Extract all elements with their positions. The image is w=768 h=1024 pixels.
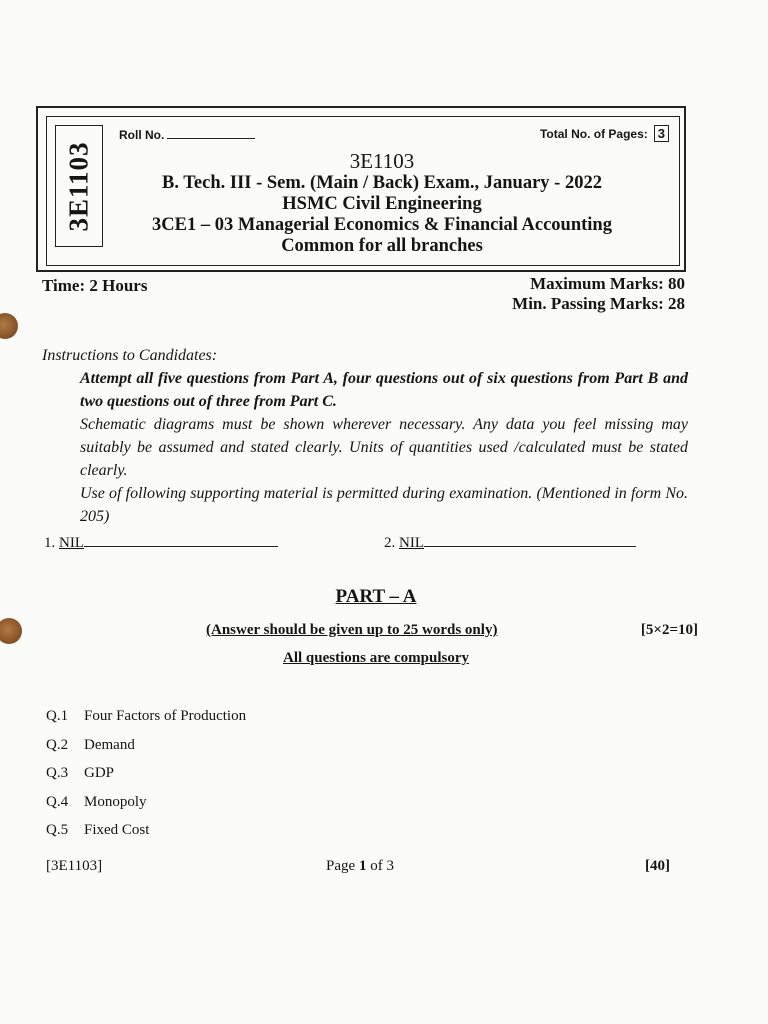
material-num: 1. <box>44 535 56 551</box>
compulsory-note: All questions are compulsory <box>283 650 469 666</box>
question-number: Q.3 <box>46 765 69 781</box>
instruction-schematic: Schematic diagrams must be shown wherever necessary. Any data you feel missing may suitably be assumed and stated clearly. Units of quantities used /calculated must be stated clearly. <box>80 416 688 479</box>
question-text: Monopoly <box>84 793 147 810</box>
roll-label: Roll No. <box>119 128 165 142</box>
common-line: Common for all branches <box>281 236 483 256</box>
instruction-material: Use of following supporting material is permitted during examination. (Mentioned in form No. 205) <box>80 485 688 525</box>
material-blank-line <box>424 534 636 547</box>
total-pages <box>540 125 669 142</box>
punch-hole-bottom <box>0 618 22 644</box>
material-value: NIL <box>399 535 424 551</box>
paper-code: 3E1103 <box>349 149 415 173</box>
exam-line: B. Tech. III - Sem. (Main / Back) Exam., January - 2022 <box>162 173 602 193</box>
header-inner-box <box>46 116 680 266</box>
question-item <box>46 735 246 764</box>
question-item <box>46 763 246 792</box>
material-item-2 <box>384 534 636 552</box>
maximum-marks: Maximum Marks: 80 <box>530 274 685 293</box>
exam-title-block <box>117 149 647 257</box>
side-code-text: 3E1103 <box>63 140 94 232</box>
page-label-post: of 3 <box>366 858 394 874</box>
instruction-attempt: Attempt all five questions from Part A, four questions out of six questions from Part B and two questions out of three from Part C. <box>80 370 688 410</box>
question-item <box>46 820 246 849</box>
material-blank-line <box>84 534 278 547</box>
min-passing-marks: Min. Passing Marks: 28 <box>512 294 685 313</box>
roll-number-field <box>119 128 255 142</box>
roll-blank-line <box>167 138 255 139</box>
question-item <box>46 706 246 735</box>
instructions-heading: Instructions to Candidates: <box>42 347 218 364</box>
material-num: 2. <box>384 535 396 551</box>
question-text: Fixed Cost <box>84 822 150 838</box>
subject-line: 3CE1 – 03 Managerial Economics & Financial Accounting <box>152 215 612 235</box>
instructions <box>42 344 688 528</box>
footer-total: [40] <box>645 858 670 874</box>
page-label-pre: Page <box>326 858 359 874</box>
answer-length-note: (Answer should be given up to 25 words only) <box>206 622 498 638</box>
header-box <box>36 106 686 272</box>
side-paper-code <box>55 125 103 247</box>
branch-line: HSMC Civil Engineering <box>282 194 482 214</box>
total-pages-value: 3 <box>654 125 669 142</box>
question-number: Q.2 <box>46 736 69 753</box>
question-text: GDP <box>84 765 115 781</box>
material-item-1 <box>44 534 278 552</box>
exam-time: Time: 2 Hours <box>42 276 148 295</box>
part-a-marks: [5×2=10] <box>640 622 698 638</box>
page-indicator <box>0 858 720 875</box>
question-text: Four Factors of Production <box>84 708 247 724</box>
marks-block <box>512 274 685 314</box>
part-a-title: PART – A <box>335 586 417 607</box>
material-value: NIL <box>59 535 84 551</box>
question-item <box>46 792 246 821</box>
question-list <box>46 706 246 849</box>
question-number: Q.5 <box>46 822 69 838</box>
punch-hole-top <box>0 313 18 339</box>
total-pages-label: Total No. of Pages: <box>539 127 648 141</box>
question-number: Q.1 <box>46 708 69 724</box>
question-number: Q.4 <box>46 793 69 810</box>
footer-paper-code: [3E1103] <box>46 858 103 874</box>
question-text: Demand <box>84 736 135 753</box>
page-number: 1 <box>358 858 367 874</box>
